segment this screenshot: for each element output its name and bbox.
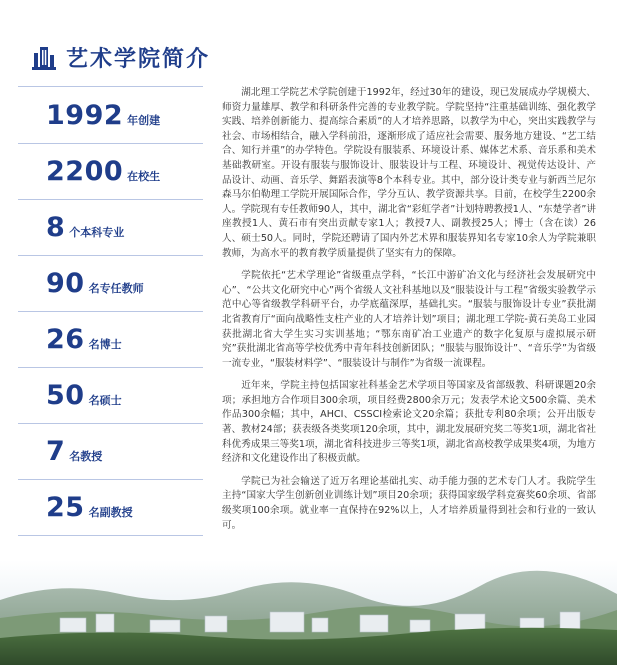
stat-label: 名硕士 [88,393,122,407]
intro-text [222,86,596,541]
stat-number: 25 [46,492,85,523]
stat-number: 8 [46,212,66,243]
stat-label: 年创建 [127,113,161,127]
stats-top-rule [18,86,203,87]
stat-number: 2200 [46,156,124,187]
paragraph-overview: 湖北理工学院艺术学院创建于1992年，经过30年的建设，现已发展成办学规模大、师资力量雄厚、教学和科研条件完善的专业教学院。学院坚持“注重基础训练、强化教学实践、培养创新能力、提高综合素质”的人才培养思路，以教学为中心，突出实践教学与社会、市场相结合，融入学科前沿，逐渐形成了适应社会需要、服务地方建设、“艺工结合、知行并重”的办学特色。学院设有服装系、环境设计系、媒体艺术系、音乐系和美术基础教研室。开设有服装与服饰设计、服装设计与工程、环境设计、视觉传达设计、产品设计、动画、音乐学、舞蹈表演等8个本科专业。其中，部分设计类专业与新西兰尼尔森马尔伯勒理工学院开展国际合作，学分互认、教学资源共享。目前，在校学生2200余人。学院现有专任教师90人，其中，湖北省“彩虹学者”计划特聘教授1人、“东楚学者”讲座教授1人、黄石市有突出贡献专家1人；教授7人、副教授25人；博士（含在读）26人、硕士50人。同时，学院还聘请了国内外艺术界和服装界知名专家10余人为学院兼职教师，为高水平的教育教学质量提供了坚实有力的保障。 [222,87,596,259]
stat-majors [18,200,203,256]
stat-label: 名博士 [88,337,122,351]
stat-students [18,144,203,200]
stat-number: 1992 [46,100,124,131]
stat-label: 个本科专业 [69,225,125,239]
stat-number: 90 [46,268,85,299]
page-title: 艺术学院简介 [66,46,211,72]
stat-label: 名专任教师 [88,281,144,295]
stat-label: 名副教授 [88,505,133,519]
stats-list [18,88,203,536]
paragraph-research: 近年来，学院主持包括国家社科基金艺术学项目等国家及省部级教、科研课题20余项；承担地方合作项目300余项，项目经费2800余万元；发表学术论文500余篇、美术作品300余幅；其中，AHCI、CSSCI检索论文20余篇；获批专利80余项；公开出版专著、教材24部；获表级各类奖项120余项，其中，湖北发展研究奖二等奖1项，湖北省社科优秀成果三等奖1项，湖北省科技进步三等奖1项，湖北省高校教学成果奖4项，为地方经济和文化建设作出了积极贡献。 [222,380,596,465]
page-header [30,40,210,74]
campus-landscape-image [0,560,617,665]
building-icon [30,43,58,71]
stat-doctors [18,312,203,368]
stat-associate-professors [18,480,203,536]
stat-teachers [18,256,203,312]
stat-founded [18,88,203,144]
stat-label: 名教授 [69,449,103,463]
stat-label: 在校生 [127,169,161,183]
stat-professors [18,424,203,480]
stat-masters [18,368,203,424]
paragraph-platforms: 学院依托“艺术学理论”省级重点学科，“长江中游矿冶文化与经济社会发展研究中心”、“公共文化研究中心”两个省级人文社科基地以及“服装设计与工程”省级实验教学示范中心等省级教学科研平台，办学底蕴深厚，基础扎实。“服装与服饰设计专业”获批湖北省教育厅“面向战略性支柱产业的人才培养计划”项目；湖北理工学院-黄石美岛工业园获批湖北省大学生实习实训基地；“鄂东南矿冶工业遗产的数字化复原与虚拟展示研究”获批湖北省高等学校优秀中青年科技创新团队；“服装与服饰设计”、“音乐学”为省级一流专业，“服装材料学”、“服装设计与制作”为省级一流课程。 [222,270,596,369]
stat-number: 7 [46,436,66,467]
stat-number: 26 [46,324,85,355]
stat-number: 50 [46,380,85,411]
paragraph-graduates: 学院已为社会输送了近万名理论基础扎实、动手能力强的艺术专门人才。我院学生主持“国家大学生创新创业训练计划”项目20余项；获得国家级学科竞赛奖60余项、省部级奖项100余项。就业率一直保持在92%以上，人才培养质量得到社会和行业的一致认可。 [222,475,596,531]
